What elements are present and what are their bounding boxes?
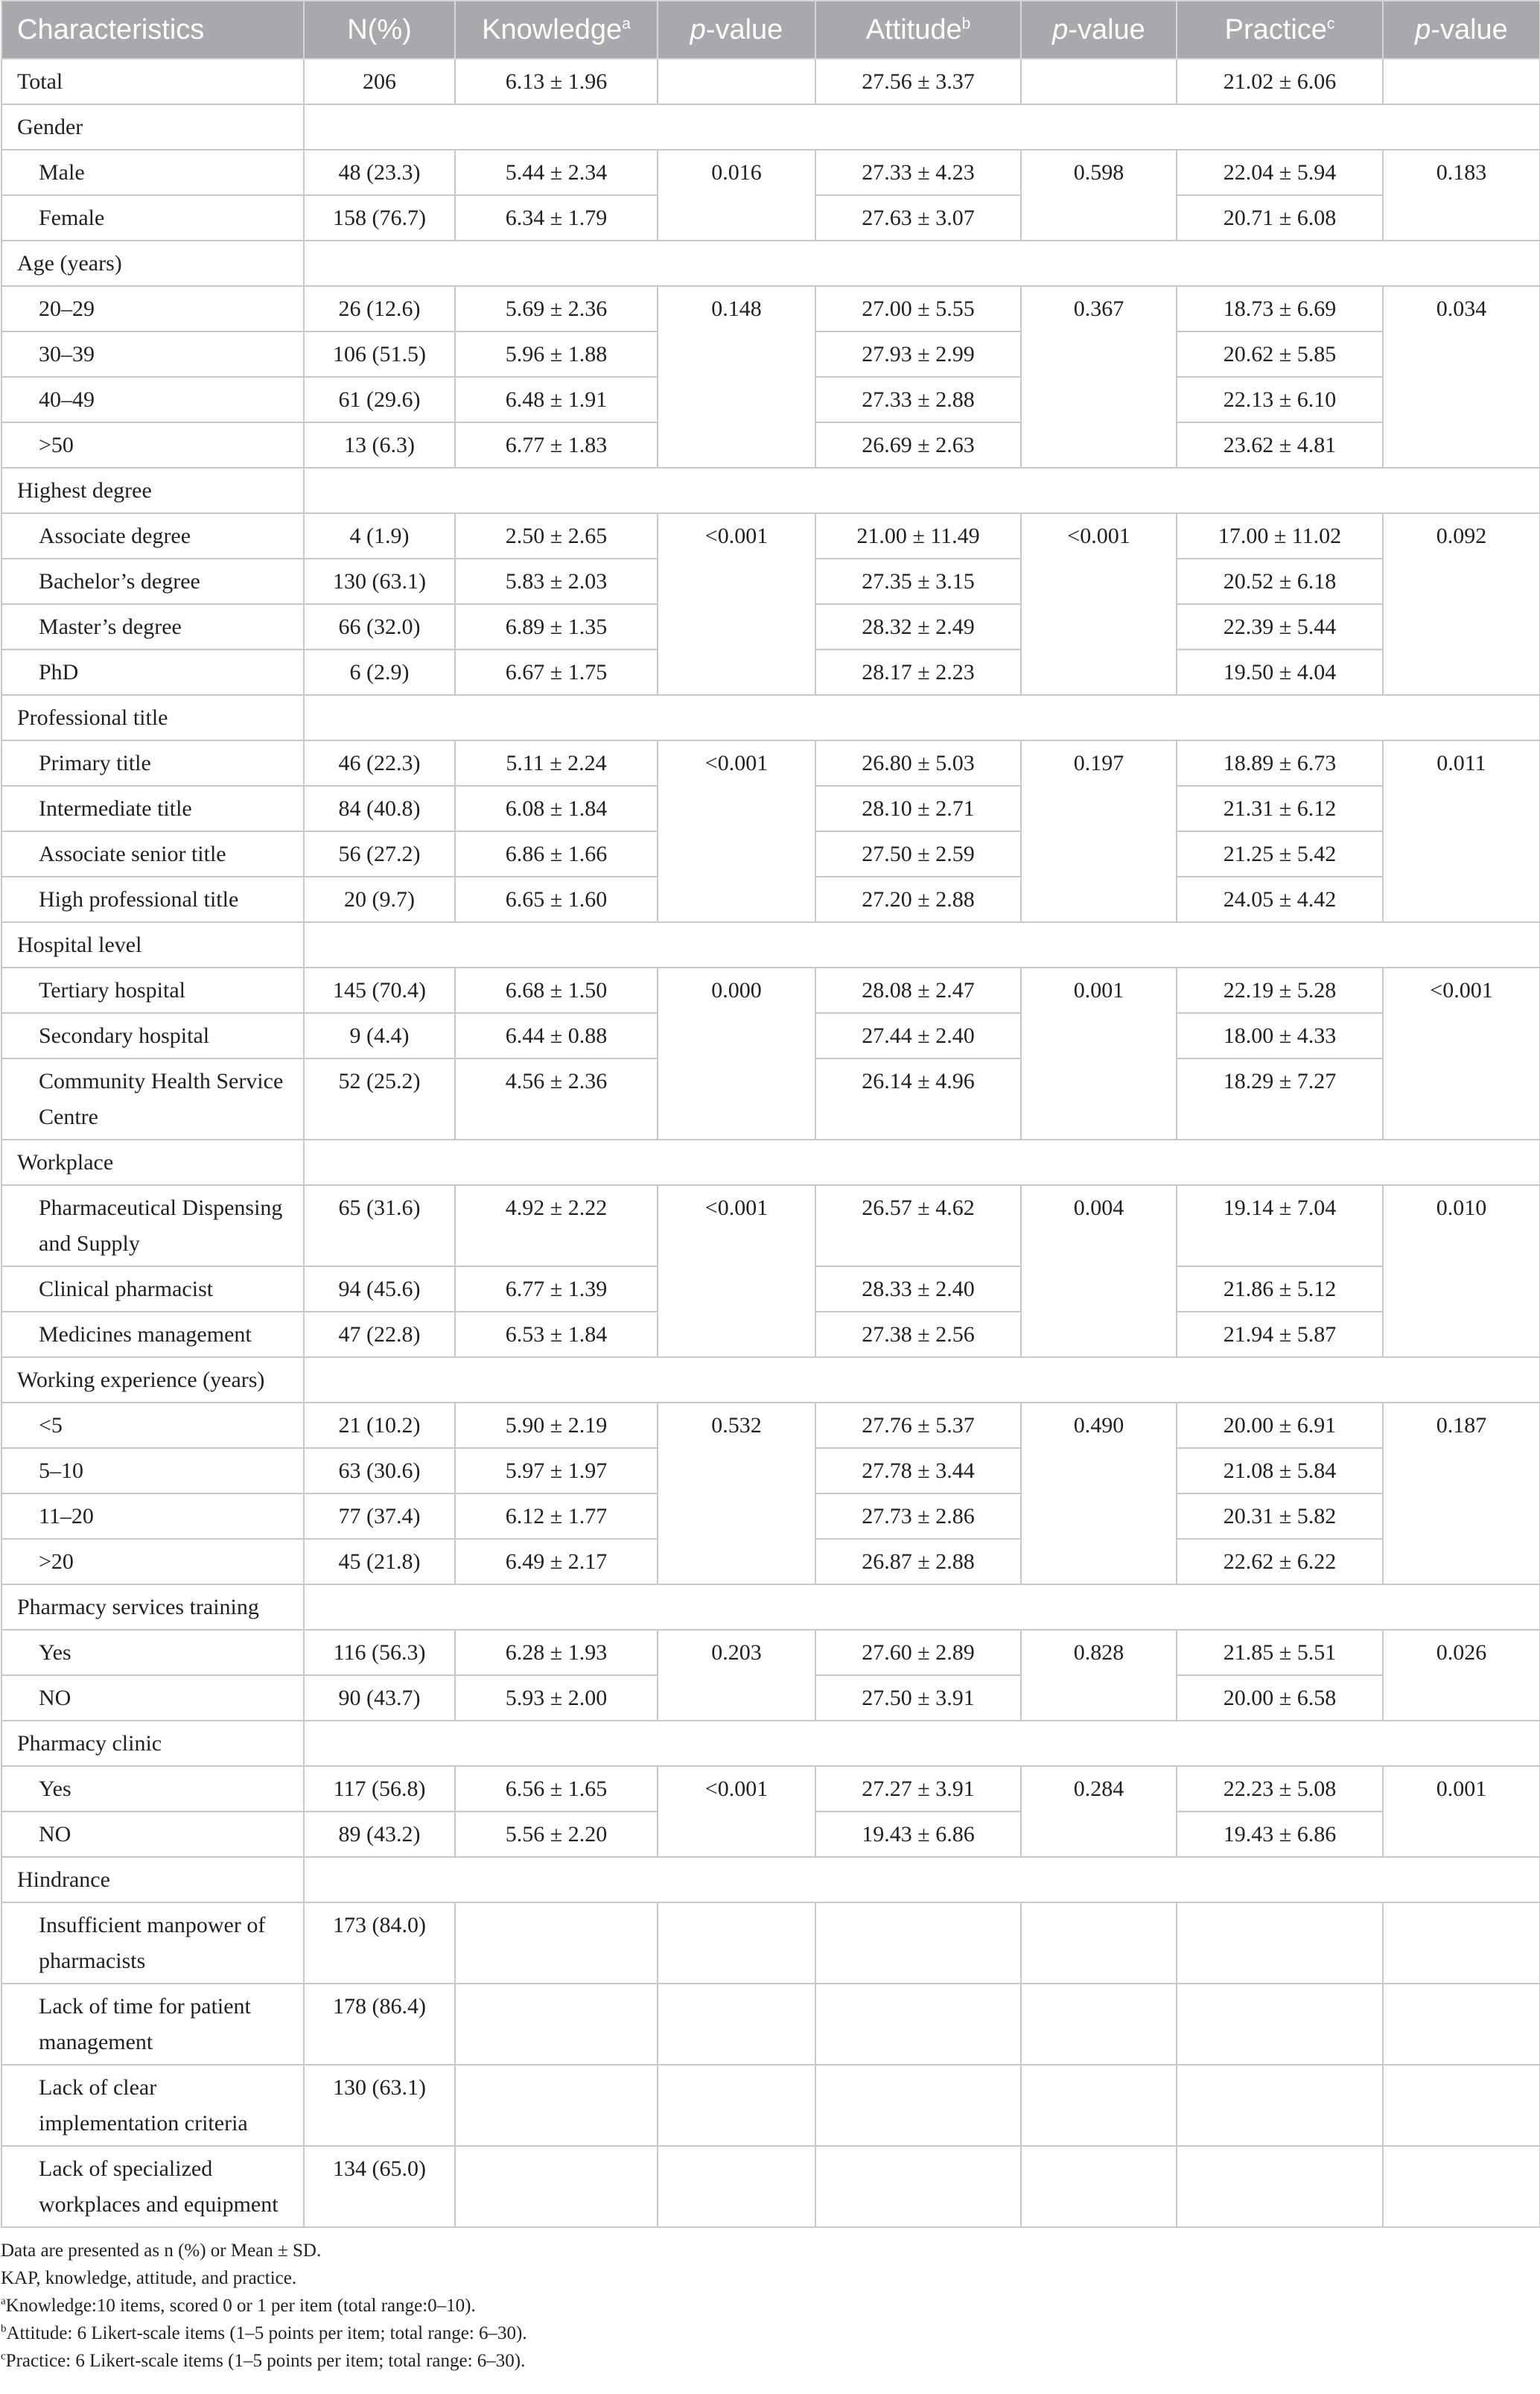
group-header-row xyxy=(1,1721,1540,1766)
n-percent-cell: 52 (25.2) xyxy=(304,1058,455,1140)
n-percent-cell: 173 (84.0) xyxy=(304,1902,455,1984)
knowledge-score-cell: 6.89 ± 1.35 xyxy=(455,604,658,650)
knowledge-score-cell: 5.93 ± 2.00 xyxy=(455,1675,658,1721)
group-label: Hospital level xyxy=(1,922,304,968)
footnote-text: Data are presented as n (%) or Mean ± SD. xyxy=(1,2241,322,2261)
practice-header-label: Practice xyxy=(1224,14,1327,45)
n-percent-cell: 9 (4.4) xyxy=(304,1013,455,1058)
column-header-practice-p-value xyxy=(1383,1,1540,59)
practice-p-value-cell: 0.026 xyxy=(1383,1630,1540,1721)
footnote-text: Practice: 6 Likert-scale items (1–5 points per item; total range: 6–30). xyxy=(5,2351,526,2371)
group-header-row xyxy=(1,1357,1540,1403)
n-percent-cell: 26 (12.6) xyxy=(304,286,455,331)
group-header-row xyxy=(1,468,1540,513)
row-label: Intermediate title xyxy=(1,786,304,831)
row-label: Lack of specialized workplaces and equipment xyxy=(1,2146,304,2227)
practice-score-cell: 22.13 ± 6.10 xyxy=(1177,377,1383,422)
n-percent-cell: 158 (76.7) xyxy=(304,195,455,241)
knowledge-p-value-cell: 0.532 xyxy=(658,1403,815,1584)
knowledge-score-cell: 6.13 ± 1.96 xyxy=(455,59,658,104)
knowledge-score-cell: 5.69 ± 2.36 xyxy=(455,286,658,331)
attitude-p-value-cell: 0.001 xyxy=(1021,968,1177,1140)
attitude-score-cell: 28.08 ± 2.47 xyxy=(815,968,1021,1013)
attitude-score-cell: 27.38 ± 2.56 xyxy=(815,1312,1021,1357)
footnote xyxy=(1,2292,1540,2320)
empty-cell xyxy=(1177,2146,1383,2227)
n-percent-cell: 13 (6.3) xyxy=(304,422,455,468)
knowledge-score-cell: 5.97 ± 1.97 xyxy=(455,1448,658,1493)
practice-score-cell: 22.04 ± 5.94 xyxy=(1177,150,1383,195)
attitude-score-cell: 27.73 ± 2.86 xyxy=(815,1493,1021,1539)
n-percent-cell: 94 (45.6) xyxy=(304,1266,455,1312)
empty-cell xyxy=(1021,1984,1177,2065)
row-label: Pharmaceutical Dispensing and Supply xyxy=(1,1185,304,1266)
n-percent-cell: 206 xyxy=(304,59,455,104)
empty-cell xyxy=(1383,1902,1540,1984)
column-header-attitude-p-value xyxy=(1021,1,1177,59)
column-header-practice xyxy=(1177,1,1383,59)
row-label: Female xyxy=(1,195,304,241)
knowledge-score-cell: 5.11 ± 2.24 xyxy=(455,740,658,786)
attitude-score-cell: 27.63 ± 3.07 xyxy=(815,195,1021,241)
n-percent-cell: 6 (2.9) xyxy=(304,650,455,695)
row-label: 11–20 xyxy=(1,1493,304,1539)
empty-cell xyxy=(455,1984,658,2065)
group-label: Gender xyxy=(1,104,304,150)
attitude-score-cell: 27.50 ± 2.59 xyxy=(815,831,1021,877)
practice-score-cell: 20.00 ± 6.58 xyxy=(1177,1675,1383,1721)
practice-p-value-cell: <0.001 xyxy=(1383,968,1540,1140)
practice-score-cell: 20.52 ± 6.18 xyxy=(1177,559,1383,604)
practice-p-value-cell: 0.010 xyxy=(1383,1185,1540,1357)
n-percent-cell: 134 (65.0) xyxy=(304,2146,455,2227)
practice-score-cell: 19.43 ± 6.86 xyxy=(1177,1812,1383,1857)
attitude-note-marker: b xyxy=(961,15,971,33)
practice-score-cell: 22.23 ± 5.08 xyxy=(1177,1766,1383,1812)
n-percent-cell: 56 (27.2) xyxy=(304,831,455,877)
row-label: 5–10 xyxy=(1,1448,304,1493)
empty-cell xyxy=(815,2065,1021,2146)
attitude-score-cell: 27.50 ± 3.91 xyxy=(815,1675,1021,1721)
row-label: Associate degree xyxy=(1,513,304,559)
n-percent-cell: 46 (22.3) xyxy=(304,740,455,786)
knowledge-score-cell: 6.12 ± 1.77 xyxy=(455,1493,658,1539)
group-header-row xyxy=(1,1857,1540,1902)
practice-score-cell: 20.62 ± 5.85 xyxy=(1177,331,1383,377)
empty-cell xyxy=(304,1584,1540,1630)
table-row xyxy=(1,968,1540,1013)
knowledge-score-cell: 6.77 ± 1.83 xyxy=(455,422,658,468)
attitude-header-label: Attitude xyxy=(865,14,962,45)
practice-p-value-cell: 0.034 xyxy=(1383,286,1540,468)
attitude-p-value-cell: 0.598 xyxy=(1021,150,1177,241)
footnote xyxy=(1,2320,1540,2347)
table-row xyxy=(1,1984,1540,2065)
attitude-score-cell: 28.10 ± 2.71 xyxy=(815,786,1021,831)
knowledge-p-value-cell: <0.001 xyxy=(658,740,815,922)
attitude-score-cell: 27.20 ± 2.88 xyxy=(815,877,1021,922)
attitude-score-cell: 27.27 ± 3.91 xyxy=(815,1766,1021,1812)
n-percent-cell: 90 (43.7) xyxy=(304,1675,455,1721)
knowledge-p-value-cell: 0.203 xyxy=(658,1630,815,1721)
group-header-row xyxy=(1,104,1540,150)
attitude-score-cell: 26.14 ± 4.96 xyxy=(815,1058,1021,1140)
n-percent-cell: 45 (21.8) xyxy=(304,1539,455,1584)
knowledge-score-cell: 6.56 ± 1.65 xyxy=(455,1766,658,1812)
knowledge-score-cell: 6.49 ± 2.17 xyxy=(455,1539,658,1584)
row-label: High professional title xyxy=(1,877,304,922)
footnote-text: Attitude: 6 Likert-scale items (1–5 points per item; total range: 6–30). xyxy=(6,2323,527,2343)
group-header-row xyxy=(1,241,1540,286)
knowledge-score-cell: 5.56 ± 2.20 xyxy=(455,1812,658,1857)
empty-cell xyxy=(304,104,1540,150)
knowledge-score-cell: 2.50 ± 2.65 xyxy=(455,513,658,559)
knowledge-p-value-cell: <0.001 xyxy=(658,513,815,695)
column-header-knowledge-p-value xyxy=(658,1,815,59)
n-percent-cell: 145 (70.4) xyxy=(304,968,455,1013)
n-percent-cell: 4 (1.9) xyxy=(304,513,455,559)
group-header-row xyxy=(1,695,1540,740)
group-label: Age (years) xyxy=(1,241,304,286)
knowledge-score-cell: 5.96 ± 1.88 xyxy=(455,331,658,377)
empty-cell xyxy=(304,241,1540,286)
practice-score-cell: 19.14 ± 7.04 xyxy=(1177,1185,1383,1266)
knowledge-p-value-cell: 0.000 xyxy=(658,968,815,1140)
practice-score-cell: 24.05 ± 4.42 xyxy=(1177,877,1383,922)
empty-cell xyxy=(658,1984,815,2065)
column-header-characteristics: Characteristics xyxy=(1,1,304,59)
empty-cell xyxy=(1177,1984,1383,2065)
empty-cell xyxy=(304,1357,1540,1403)
knowledge-p-value-cell: 0.016 xyxy=(658,150,815,241)
empty-cell xyxy=(455,2065,658,2146)
footnote xyxy=(1,2264,1540,2292)
attitude-score-cell: 27.35 ± 3.15 xyxy=(815,559,1021,604)
footnote-marker: b xyxy=(1,2322,7,2335)
n-percent-cell: 20 (9.7) xyxy=(304,877,455,922)
empty-cell xyxy=(304,1140,1540,1185)
table-row xyxy=(1,150,1540,195)
empty-cell xyxy=(304,1857,1540,1902)
empty-cell xyxy=(1021,2146,1177,2227)
n-percent-cell: 130 (63.1) xyxy=(304,559,455,604)
empty-cell xyxy=(1021,59,1177,104)
attitude-score-cell: 26.87 ± 2.88 xyxy=(815,1539,1021,1584)
row-label: 30–39 xyxy=(1,331,304,377)
n-percent-cell: 84 (40.8) xyxy=(304,786,455,831)
empty-cell xyxy=(304,1721,1540,1766)
attitude-p-value-cell: 0.004 xyxy=(1021,1185,1177,1357)
practice-score-cell: 18.73 ± 6.69 xyxy=(1177,286,1383,331)
empty-cell xyxy=(304,695,1540,740)
group-label: Workplace xyxy=(1,1140,304,1185)
knowledge-score-cell: 5.90 ± 2.19 xyxy=(455,1403,658,1448)
row-label: NO xyxy=(1,1675,304,1721)
attitude-score-cell: 27.44 ± 2.40 xyxy=(815,1013,1021,1058)
table-row xyxy=(1,1630,1540,1675)
empty-cell xyxy=(1383,1984,1540,2065)
table-row-total xyxy=(1,59,1540,104)
knowledge-score-cell: 6.67 ± 1.75 xyxy=(455,650,658,695)
attitude-score-cell: 27.78 ± 3.44 xyxy=(815,1448,1021,1493)
row-label: Tertiary hospital xyxy=(1,968,304,1013)
table-body xyxy=(1,59,1540,2227)
row-label: <5 xyxy=(1,1403,304,1448)
attitude-score-cell: 19.43 ± 6.86 xyxy=(815,1812,1021,1857)
empty-cell xyxy=(658,59,815,104)
row-label: Lack of time for patient management xyxy=(1,1984,304,2065)
n-percent-cell: 178 (86.4) xyxy=(304,1984,455,2065)
row-label: Yes xyxy=(1,1630,304,1675)
p-value-header-label: -value xyxy=(705,14,783,45)
group-label: Pharmacy services training xyxy=(1,1584,304,1630)
group-label: Pharmacy clinic xyxy=(1,1721,304,1766)
empty-cell xyxy=(455,2146,658,2227)
table-footnotes xyxy=(0,2237,1540,2375)
empty-cell xyxy=(1177,2065,1383,2146)
row-label: Lack of clear implementation criteria xyxy=(1,2065,304,2146)
kap-scores-table xyxy=(1,0,1540,2228)
table-row xyxy=(1,2065,1540,2146)
p-value-symbol: p xyxy=(1415,14,1431,45)
practice-score-cell: 18.00 ± 4.33 xyxy=(1177,1013,1383,1058)
table-row xyxy=(1,2146,1540,2227)
p-value-header-label: -value xyxy=(1068,14,1145,45)
practice-score-cell: 20.00 ± 6.91 xyxy=(1177,1403,1383,1448)
practice-p-value-cell: 0.187 xyxy=(1383,1403,1540,1584)
empty-cell xyxy=(1021,2065,1177,2146)
n-percent-cell: 117 (56.8) xyxy=(304,1766,455,1812)
row-label: PhD xyxy=(1,650,304,695)
n-percent-cell: 48 (23.3) xyxy=(304,150,455,195)
attitude-score-cell: 27.56 ± 3.37 xyxy=(815,59,1021,104)
group-header-row xyxy=(1,1140,1540,1185)
attitude-score-cell: 28.17 ± 2.23 xyxy=(815,650,1021,695)
table-row xyxy=(1,1766,1540,1812)
table-row xyxy=(1,740,1540,786)
table-row xyxy=(1,1185,1540,1266)
knowledge-p-value-cell: 0.148 xyxy=(658,286,815,468)
row-label: Secondary hospital xyxy=(1,1013,304,1058)
attitude-p-value-cell: 0.367 xyxy=(1021,286,1177,468)
column-header-attitude xyxy=(815,1,1021,59)
attitude-p-value-cell: 0.490 xyxy=(1021,1403,1177,1584)
attitude-p-value-cell: 0.284 xyxy=(1021,1766,1177,1857)
row-label: Male xyxy=(1,150,304,195)
empty-cell xyxy=(304,922,1540,968)
practice-score-cell: 21.08 ± 5.84 xyxy=(1177,1448,1383,1493)
n-percent-cell: 21 (10.2) xyxy=(304,1403,455,1448)
attitude-score-cell: 21.00 ± 11.49 xyxy=(815,513,1021,559)
table-row xyxy=(1,286,1540,331)
row-label: Bachelor’s degree xyxy=(1,559,304,604)
knowledge-score-cell: 6.65 ± 1.60 xyxy=(455,877,658,922)
practice-score-cell: 21.25 ± 5.42 xyxy=(1177,831,1383,877)
group-header-row xyxy=(1,922,1540,968)
empty-cell xyxy=(658,2065,815,2146)
attitude-score-cell: 27.60 ± 2.89 xyxy=(815,1630,1021,1675)
knowledge-score-cell: 6.86 ± 1.66 xyxy=(455,831,658,877)
p-value-symbol: p xyxy=(1052,14,1069,45)
knowledge-score-cell: 4.92 ± 2.22 xyxy=(455,1185,658,1266)
p-value-symbol: p xyxy=(690,14,706,45)
footnote-marker: c xyxy=(1,2350,6,2363)
n-percent-cell: 63 (30.6) xyxy=(304,1448,455,1493)
n-percent-cell: 66 (32.0) xyxy=(304,604,455,650)
knowledge-score-cell: 6.08 ± 1.84 xyxy=(455,786,658,831)
attitude-score-cell: 26.80 ± 5.03 xyxy=(815,740,1021,786)
attitude-p-value-cell: <0.001 xyxy=(1021,513,1177,695)
row-label: Medicines management xyxy=(1,1312,304,1357)
knowledge-score-cell: 6.28 ± 1.93 xyxy=(455,1630,658,1675)
n-percent-cell: 89 (43.2) xyxy=(304,1812,455,1857)
attitude-score-cell: 27.00 ± 5.55 xyxy=(815,286,1021,331)
practice-p-value-cell: 0.001 xyxy=(1383,1766,1540,1857)
attitude-p-value-cell: 0.197 xyxy=(1021,740,1177,922)
group-label: Working experience (years) xyxy=(1,1357,304,1403)
column-header-knowledge xyxy=(455,1,658,59)
row-label: Primary title xyxy=(1,740,304,786)
practice-note-marker: c xyxy=(1326,15,1335,33)
empty-cell xyxy=(658,1902,815,1984)
table-row xyxy=(1,1403,1540,1448)
table-header-row xyxy=(1,1,1540,59)
footnote-text: Knowledge:10 items, scored 0 or 1 per item (total range:0–10). xyxy=(5,2296,476,2316)
knowledge-score-cell: 6.44 ± 0.88 xyxy=(455,1013,658,1058)
practice-score-cell: 18.29 ± 7.27 xyxy=(1177,1058,1383,1140)
knowledge-score-cell: 6.77 ± 1.39 xyxy=(455,1266,658,1312)
knowledge-p-value-cell: <0.001 xyxy=(658,1185,815,1357)
knowledge-score-cell: 6.68 ± 1.50 xyxy=(455,968,658,1013)
table-header xyxy=(1,1,1540,59)
practice-score-cell: 21.85 ± 5.51 xyxy=(1177,1630,1383,1675)
group-label: Professional title xyxy=(1,695,304,740)
attitude-score-cell: 27.33 ± 4.23 xyxy=(815,150,1021,195)
empty-cell xyxy=(1021,1902,1177,1984)
practice-score-cell: 22.19 ± 5.28 xyxy=(1177,968,1383,1013)
practice-score-cell: 23.62 ± 4.81 xyxy=(1177,422,1383,468)
attitude-score-cell: 28.33 ± 2.40 xyxy=(815,1266,1021,1312)
knowledge-score-cell: 4.56 ± 2.36 xyxy=(455,1058,658,1140)
practice-score-cell: 21.02 ± 6.06 xyxy=(1177,59,1383,104)
attitude-score-cell: 27.33 ± 2.88 xyxy=(815,377,1021,422)
n-percent-cell: 77 (37.4) xyxy=(304,1493,455,1539)
empty-cell xyxy=(815,2146,1021,2227)
row-label: NO xyxy=(1,1812,304,1857)
practice-p-value-cell: 0.011 xyxy=(1383,740,1540,922)
attitude-score-cell: 27.76 ± 5.37 xyxy=(815,1403,1021,1448)
practice-score-cell: 21.31 ± 6.12 xyxy=(1177,786,1383,831)
empty-cell xyxy=(455,1902,658,1984)
n-percent-cell: 116 (56.3) xyxy=(304,1630,455,1675)
row-label: >50 xyxy=(1,422,304,468)
row-label: Clinical pharmacist xyxy=(1,1266,304,1312)
empty-cell xyxy=(1383,59,1540,104)
attitude-score-cell: 26.57 ± 4.62 xyxy=(815,1185,1021,1266)
row-label: Total xyxy=(1,59,304,104)
table-row xyxy=(1,513,1540,559)
practice-score-cell: 20.31 ± 5.82 xyxy=(1177,1493,1383,1539)
footnote xyxy=(1,2237,1540,2264)
practice-score-cell: 21.86 ± 5.12 xyxy=(1177,1266,1383,1312)
empty-cell xyxy=(1177,1902,1383,1984)
footnote-marker: a xyxy=(1,2295,6,2308)
footnote-text: KAP, knowledge, attitude, and practice. xyxy=(1,2268,297,2288)
practice-score-cell: 17.00 ± 11.02 xyxy=(1177,513,1383,559)
empty-cell xyxy=(815,1902,1021,1984)
knowledge-score-cell: 6.53 ± 1.84 xyxy=(455,1312,658,1357)
knowledge-header-label: Knowledge xyxy=(482,14,623,45)
footnote xyxy=(1,2347,1540,2375)
group-header-row xyxy=(1,1584,1540,1630)
attitude-p-value-cell: 0.828 xyxy=(1021,1630,1177,1721)
row-label: Master’s degree xyxy=(1,604,304,650)
knowledge-p-value-cell: <0.001 xyxy=(658,1766,815,1857)
empty-cell xyxy=(658,2146,815,2227)
group-label: Highest degree xyxy=(1,468,304,513)
practice-score-cell: 21.94 ± 5.87 xyxy=(1177,1312,1383,1357)
knowledge-score-cell: 6.48 ± 1.91 xyxy=(455,377,658,422)
n-percent-cell: 47 (22.8) xyxy=(304,1312,455,1357)
empty-cell xyxy=(1383,2065,1540,2146)
empty-cell xyxy=(304,468,1540,513)
n-percent-cell: 130 (63.1) xyxy=(304,2065,455,2146)
table-row xyxy=(1,1902,1540,1984)
group-label: Hindrance xyxy=(1,1857,304,1902)
knowledge-score-cell: 5.44 ± 2.34 xyxy=(455,150,658,195)
row-label: 40–49 xyxy=(1,377,304,422)
n-percent-cell: 61 (29.6) xyxy=(304,377,455,422)
row-label: Yes xyxy=(1,1766,304,1812)
row-label: >20 xyxy=(1,1539,304,1584)
n-percent-cell: 65 (31.6) xyxy=(304,1185,455,1266)
attitude-score-cell: 26.69 ± 2.63 xyxy=(815,422,1021,468)
knowledge-note-marker: a xyxy=(622,15,631,33)
row-label: Insufficient manpower of pharmacists xyxy=(1,1902,304,1984)
empty-cell xyxy=(815,1984,1021,2065)
n-percent-cell: 106 (51.5) xyxy=(304,331,455,377)
practice-score-cell: 22.62 ± 6.22 xyxy=(1177,1539,1383,1584)
practice-score-cell: 20.71 ± 6.08 xyxy=(1177,195,1383,241)
knowledge-score-cell: 5.83 ± 2.03 xyxy=(455,559,658,604)
practice-score-cell: 22.39 ± 5.44 xyxy=(1177,604,1383,650)
row-label: Associate senior title xyxy=(1,831,304,877)
attitude-score-cell: 27.93 ± 2.99 xyxy=(815,331,1021,377)
practice-score-cell: 18.89 ± 6.73 xyxy=(1177,740,1383,786)
practice-score-cell: 19.50 ± 4.04 xyxy=(1177,650,1383,695)
p-value-header-label: -value xyxy=(1431,14,1508,45)
row-label: 20–29 xyxy=(1,286,304,331)
attitude-score-cell: 28.32 ± 2.49 xyxy=(815,604,1021,650)
empty-cell xyxy=(1383,2146,1540,2227)
knowledge-score-cell: 6.34 ± 1.79 xyxy=(455,195,658,241)
row-label: Community Health Service Centre xyxy=(1,1058,304,1140)
column-header-n-percent: N(%) xyxy=(304,1,455,59)
practice-p-value-cell: 0.092 xyxy=(1383,513,1540,695)
practice-p-value-cell: 0.183 xyxy=(1383,150,1540,241)
